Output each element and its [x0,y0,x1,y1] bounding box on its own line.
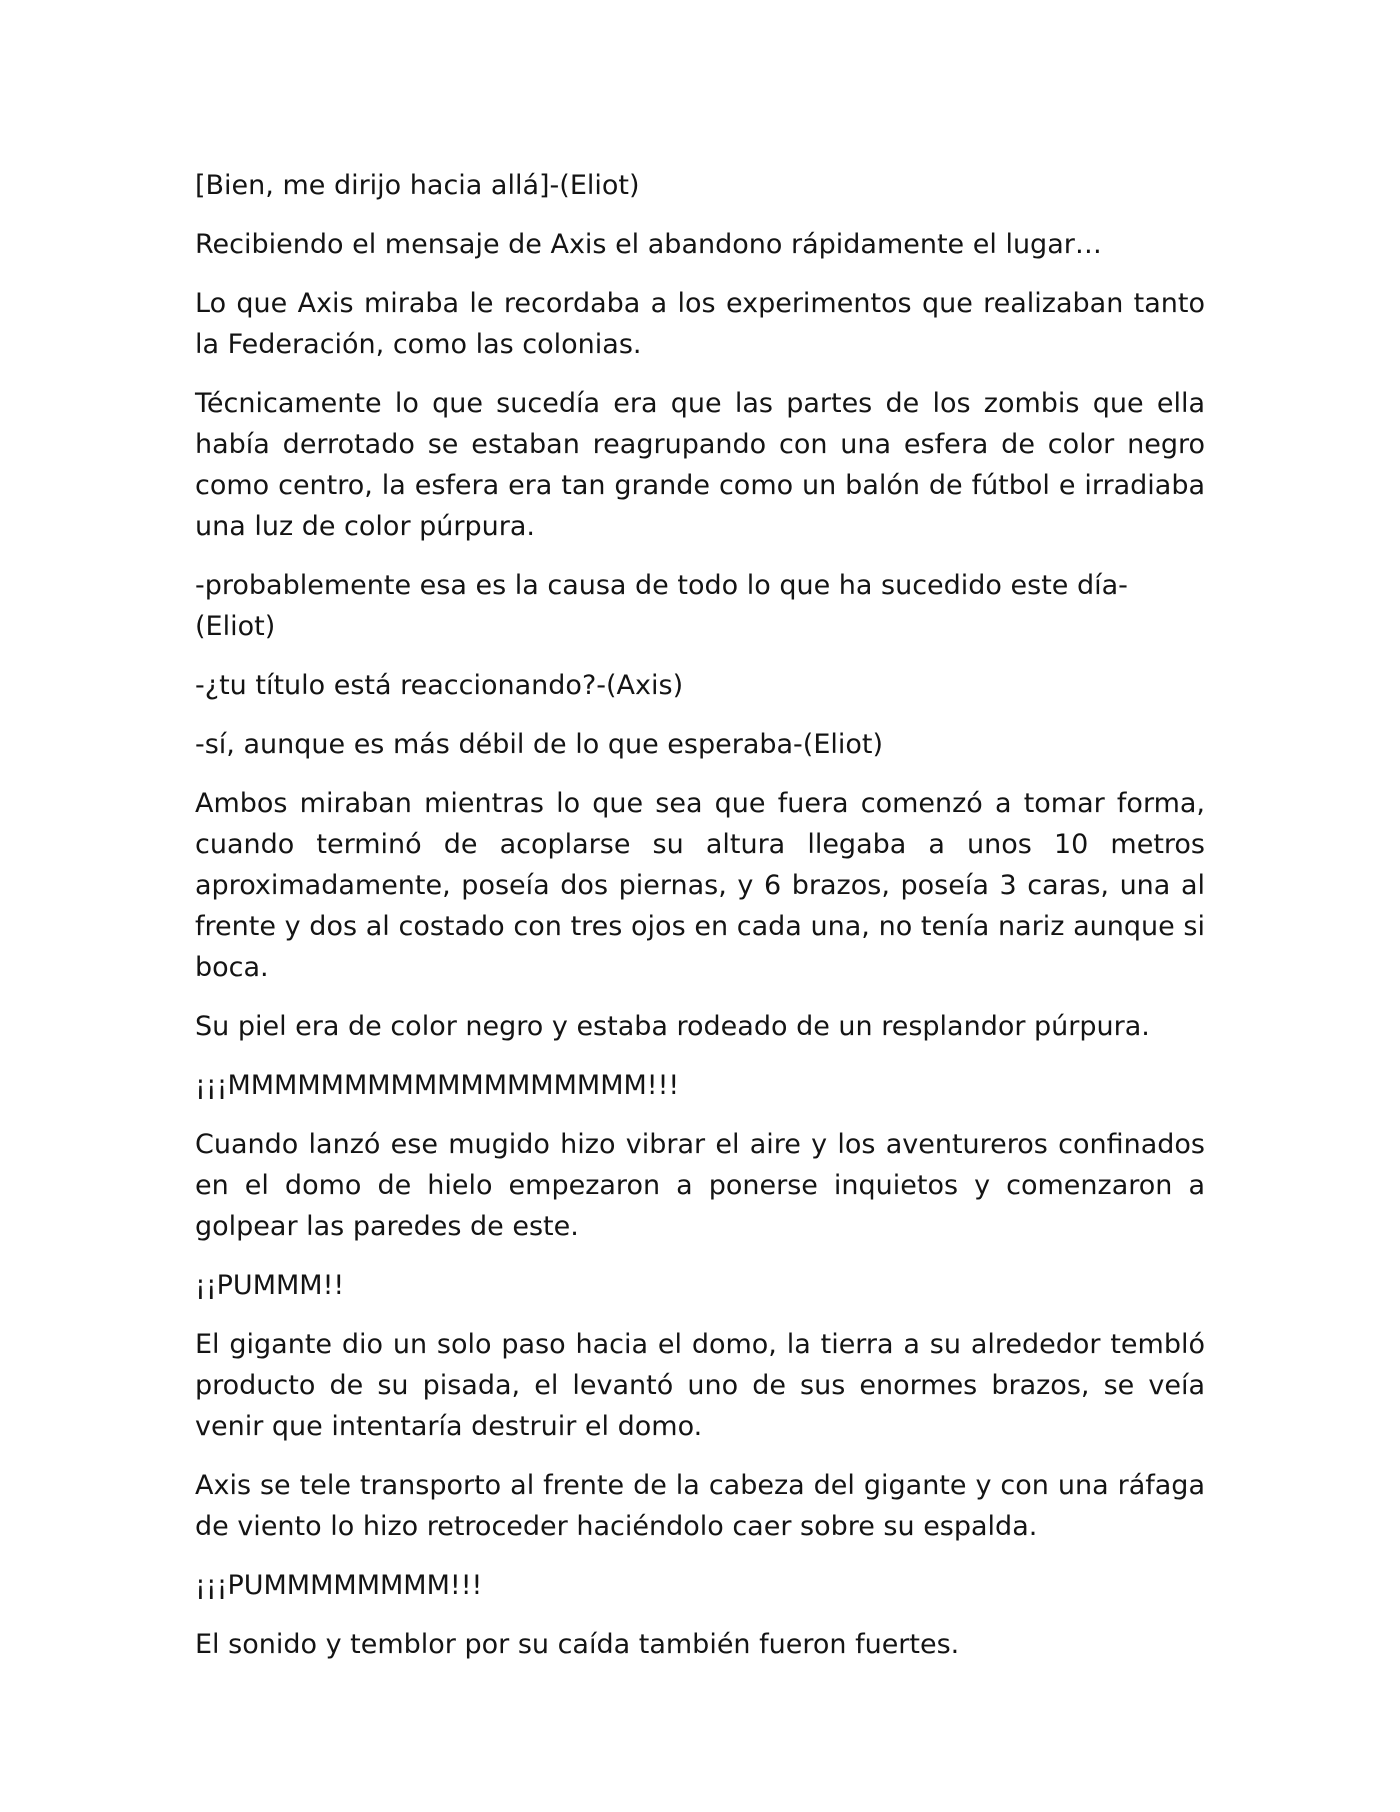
document-body [195,165,1205,1683]
paragraph-narration-7: El gigante dio un solo paso hacia el domo, la tierra a su alrededor tembló producto de su pisada, el levantó uno de sus enormes brazos, se veía venir que intentaría destruir el domo. [195,1329,1205,1442]
paragraph-dialogue-axis-1: -¿tu título está reaccionando?-(Axis) [195,670,684,701]
paragraph-sound-effect-3: ¡¡¡PUMMMMMMMM!!! [195,1570,483,1601]
paragraph-narration-8: Axis se tele transporto al frente de la cabeza del gigante y con una ráfaga de viento lo hizo retroceder haciéndolo caer sobre su espalda. [195,1470,1205,1542]
paragraph-sound-effect-2: ¡¡PUMMM!! [195,1270,345,1301]
paragraph-sound-effect-1: ¡¡¡MMMMMMMMMMMMMMMMMM!!! [195,1070,680,1101]
paragraph-narration-5: Su piel era de color negro y estaba rodeado de un resplandor púrpura. [195,1011,1150,1042]
paragraph-narration-9: El sonido y temblor por su caída también fueron fuertes. [195,1629,960,1660]
paragraph-narration-6: Cuando lanzó ese mugido hizo vibrar el aire y los aventureros confinados en el domo de hielo empezaron a ponerse inquietos y comenzaron a golpear las paredes de este. [195,1129,1205,1242]
paragraph-narration-2: Lo que Axis miraba le recordaba a los experimentos que realizaban tanto la Federación, como las colonias. [195,288,1205,360]
paragraph-dialogue-eliot-1: [Bien, me dirijo hacia allá]-(Eliot) [195,170,640,201]
paragraph-narration-4: Ambos miraban mientras lo que sea que fuera comenzó a tomar forma, cuando terminó de acoplarse su altura llegaba a unos 10 metros aproximadamente, poseía dos piernas, y 6 brazos, poseía 3 caras, una al frente y dos al costado con tres ojos en cada una, no tenía nariz aunque si boca. [195,788,1205,983]
paragraph-narration-3: Técnicamente lo que sucedía era que las partes de los zombis que ella había derrotado se estaban reagrupando con una esfera de color negro como centro, la esfera era tan grande como un balón de fútbol e irradiaba una luz de color púrpura. [195,388,1205,542]
paragraph-dialogue-eliot-3: -sí, aunque es más débil de lo que esperaba-(Eliot) [195,729,884,760]
paragraph-narration-1: Recibiendo el mensaje de Axis el abandono rápidamente el lugar… [195,229,1102,260]
paragraph-dialogue-eliot-2: -probablemente esa es la causa de todo lo que ha sucedido este día-(Eliot) [195,570,1128,642]
